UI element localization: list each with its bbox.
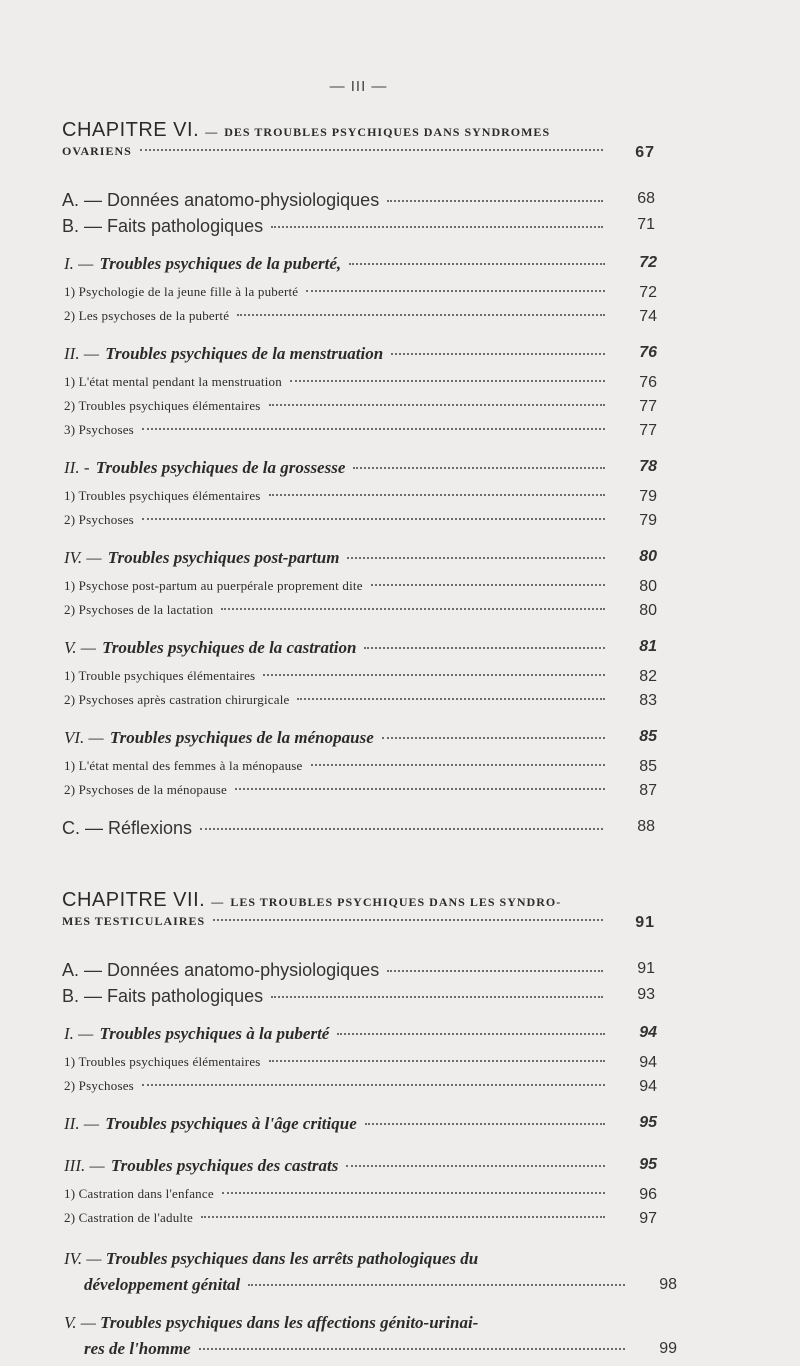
leader-dots <box>269 1060 605 1062</box>
leader-dots <box>290 380 605 382</box>
leader-dots <box>387 970 603 972</box>
chapter-6-title: DES TROUBLES PSYCHIQUES DANS SYNDROMES <box>224 125 551 139</box>
leader-dots <box>297 698 605 700</box>
leader-dots <box>371 584 605 586</box>
page-ref: 83 <box>639 692 657 709</box>
leader-dots <box>346 1165 605 1167</box>
toc-item: 1) Troubles psychiques élémentaires 94 <box>64 1054 657 1071</box>
page-ref: 78 <box>639 458 657 475</box>
page-ref: 80 <box>639 578 657 595</box>
leader-dots <box>347 557 605 559</box>
chapter-7-title-cont: MES TESTICULAIRES 91 <box>62 914 655 931</box>
toc-subsection: II. — Troubles psychiques de la menstruation 76 <box>64 344 657 363</box>
page-ref: 87 <box>639 782 657 799</box>
leader-dots <box>365 1123 605 1125</box>
toc-item: 3) Psychoses 77 <box>64 422 657 439</box>
leader-dots <box>271 226 603 228</box>
leader-dots <box>222 1192 605 1194</box>
page-ref: 85 <box>639 758 657 775</box>
leader-dots <box>349 263 605 265</box>
page-ref: 82 <box>639 668 657 685</box>
page-ref: 96 <box>639 1186 657 1203</box>
leader-dots <box>213 919 603 921</box>
page-ref: 94 <box>639 1024 657 1041</box>
leader-dots <box>201 1216 605 1218</box>
toc-section: C. — Réflexions 88 <box>62 818 655 838</box>
leader-dots <box>248 1284 625 1286</box>
toc-item: 2) Troubles psychiques élémentaires 77 <box>64 398 657 415</box>
page-ref: 72 <box>639 284 657 301</box>
leader-dots <box>382 737 605 739</box>
toc-item: 1) Trouble psychiques élémentaires 82 <box>64 668 657 685</box>
page-ref: 76 <box>639 374 657 391</box>
leader-dots <box>263 674 605 676</box>
chapter-7-dash: — <box>211 895 225 909</box>
page-ref: 79 <box>639 488 657 505</box>
leader-dots <box>364 647 605 649</box>
page-ref: 71 <box>637 216 655 233</box>
leader-dots <box>140 149 603 151</box>
toc-item: 2) Psychoses 94 <box>64 1078 657 1095</box>
toc-item: 2) Castration de l'adulte 97 <box>64 1210 657 1227</box>
leader-dots <box>271 996 603 998</box>
chapter-6-heading <box>62 118 655 144</box>
leader-dots <box>387 200 603 202</box>
leader-dots <box>142 1084 605 1086</box>
toc-item: 2) Psychoses après castration chirurgicale 83 <box>64 692 657 709</box>
page-ref: 77 <box>639 422 657 439</box>
page-number: — III — <box>329 78 388 95</box>
chapter-6 <box>62 118 655 844</box>
leader-dots <box>306 290 605 292</box>
toc-section: B. — Faits pathologiques 71 <box>62 216 655 236</box>
page-ref: 94 <box>639 1054 657 1071</box>
toc-subsection: II. — Troubles psychiques à l'âge critique 95 <box>64 1114 657 1133</box>
leader-dots <box>311 764 605 766</box>
page-ref: 85 <box>639 728 657 745</box>
chapter-7-number: CHAPITRE VII. <box>62 889 206 911</box>
page-ref: 80 <box>639 602 657 619</box>
toc-subsection-multiline: IV. — Troubles psychiques dans les arrêts pathologiques du développement génital 98 <box>62 1246 655 1298</box>
toc-item: 2) Les psychoses de la puberté 74 <box>64 308 657 325</box>
toc-subsection: IV. — Troubles psychiques post-partum 80 <box>64 548 657 567</box>
page-ref: 72 <box>639 254 657 271</box>
chapter-6-number: CHAPITRE VI. <box>62 119 200 141</box>
toc-subsection: II. - Troubles psychiques de la grossesse 78 <box>64 458 657 477</box>
chapter-7-title: LES TROUBLES PSYCHIQUES DANS LES SYNDRO- <box>230 895 562 909</box>
toc-item: 1) Troubles psychiques élémentaires 79 <box>64 488 657 505</box>
toc-subsection: I. — Troubles psychiques de la puberté, 72 <box>64 254 657 273</box>
toc-subsection: V. — Troubles psychiques de la castration 81 <box>64 638 657 657</box>
page-ref: 80 <box>639 548 657 565</box>
page-ref: 93 <box>637 986 655 1003</box>
leader-dots <box>353 467 605 469</box>
toc-item: 2) Psychoses de la ménopause 87 <box>64 782 657 799</box>
page-ref: 77 <box>639 398 657 415</box>
page-ref: 94 <box>639 1078 657 1095</box>
chapter-7-heading <box>62 888 655 914</box>
leader-dots <box>142 518 605 520</box>
toc-item: 1) Psychose post-partum au puerpérale proprement dite 80 <box>64 578 657 595</box>
toc-section: A. — Données anatomo-physiologiques 91 <box>62 960 655 980</box>
toc-item: 1) L'état mental pendant la menstruation 76 <box>64 374 657 391</box>
leader-dots <box>391 353 605 355</box>
page-ref: 91 <box>637 960 655 977</box>
leader-dots <box>237 314 605 316</box>
toc-item: 1) Psychologie de la jeune fille à la puberté 72 <box>64 284 657 301</box>
toc-item: 2) Psychoses 79 <box>64 512 657 529</box>
toc-subsection-multiline: V. — Troubles psychiques dans les affections génito-urinai- res de l'homme 99 <box>62 1310 655 1362</box>
page-ref: 79 <box>639 512 657 529</box>
toc-item: 1) Castration dans l'enfance 96 <box>64 1186 657 1203</box>
toc-section: A. — Données anatomo-physiologiques 68 <box>62 190 655 210</box>
page-ref: 97 <box>639 1210 657 1227</box>
page-ref: 91 <box>635 914 655 931</box>
toc-item: 2) Psychoses de la lactation 80 <box>64 602 657 619</box>
page-ref: 95 <box>639 1156 657 1173</box>
leader-dots <box>235 788 605 790</box>
chapter-7 <box>62 888 677 1362</box>
toc-subsection: III. — Troubles psychiques des castrats 95 <box>64 1156 657 1175</box>
leader-dots <box>199 1348 625 1350</box>
chapter-6-title-cont: OVARIENS 67 <box>62 144 655 161</box>
page-ref: 76 <box>639 344 657 361</box>
page-ref: 99 <box>659 1340 677 1357</box>
page-ref: 98 <box>659 1276 677 1293</box>
leader-dots <box>269 494 605 496</box>
leader-dots <box>200 828 603 830</box>
toc-subsection: VI. — Troubles psychiques de la ménopause 85 <box>64 728 657 747</box>
leader-dots <box>142 428 605 430</box>
leader-dots <box>269 404 605 406</box>
toc-section: B. — Faits pathologiques 93 <box>62 986 655 1006</box>
leader-dots <box>221 608 605 610</box>
chapter-6-dash: — <box>205 125 219 139</box>
page-ref: 68 <box>637 190 655 207</box>
page-ref: 81 <box>639 638 657 655</box>
page-ref: 95 <box>639 1114 657 1131</box>
page-ref: 88 <box>637 818 655 835</box>
toc-item: 1) L'état mental des femmes à la ménopause 85 <box>64 758 657 775</box>
leader-dots <box>337 1033 605 1035</box>
toc-subsection: I. — Troubles psychiques à la puberté 94 <box>64 1024 657 1043</box>
page-ref: 67 <box>635 144 655 161</box>
page-ref: 74 <box>639 308 657 325</box>
